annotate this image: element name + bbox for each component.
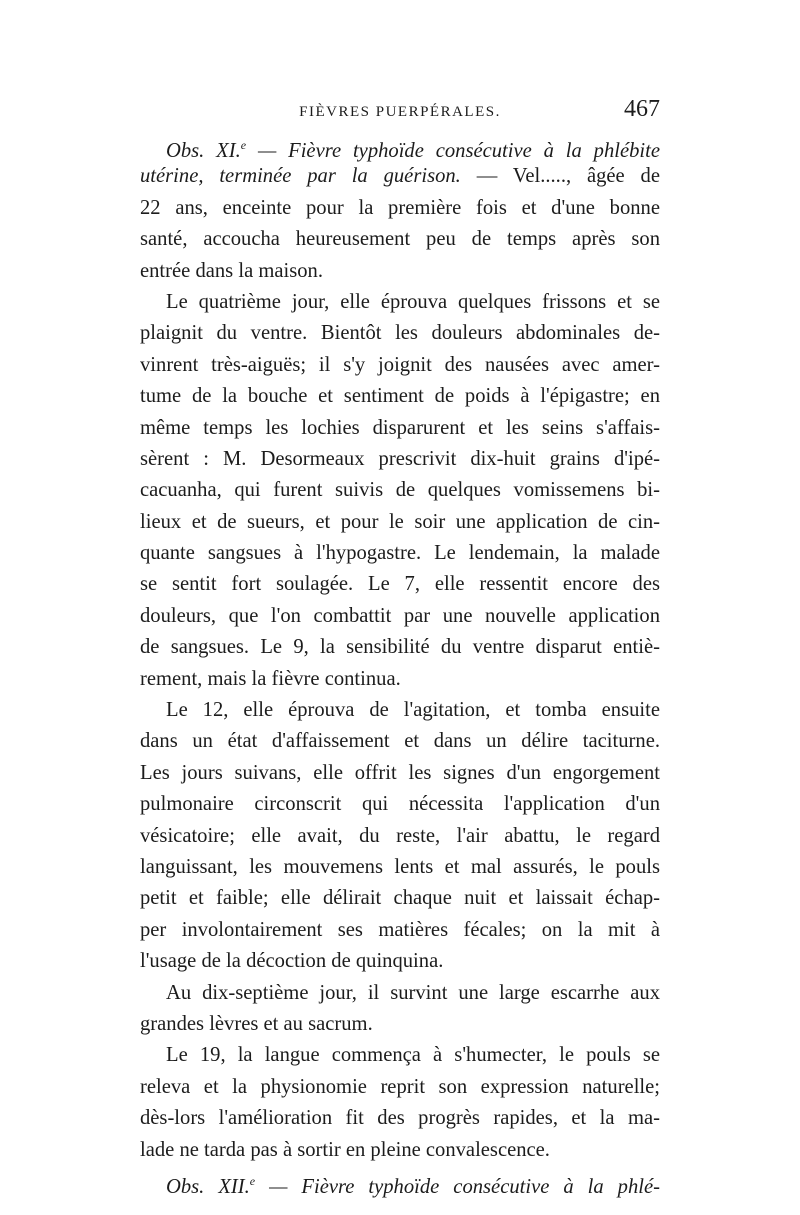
text-line: cacuanha, qui furent suivis de quelques vomissemens bi- [140,479,660,502]
text-line: dès-lors l'amélioration fit des progrès rapides, et la ma- [140,1107,660,1130]
text-line: vésicatoire; elle avait, du reste, l'air abattu, le regard [140,824,660,847]
text-line: de sangsues. Le 9, la sensibilité du ventre disparut entiè- [140,636,660,659]
text-line: per involontairement ses matières fécales; on la mit à [140,918,660,941]
text-line: quante sangsues à l'hypogastre. Le lendemain, la malade [140,542,660,565]
text-line: douleurs, que l'on combattit par une nouvelle application [140,604,660,627]
text-line: utérine, terminée par la guérison. — Vel....., âgée de [140,165,660,188]
text-line: entrée dans la maison. [140,259,323,282]
text-line: dans un état d'affaissement et dans un délire taciturne. [140,730,660,753]
text-line: petit et faible; elle délirait chaque nuit et laissait échap- [140,887,660,910]
text-line: 22 ans, enceinte pour la première fois et d'une bonne [140,196,660,219]
text-line: languissant, les mouvemens lents et mal assurés, le pouls [140,855,660,878]
text-line: se sentit fort soulagée. Le 7, elle ressentit encore des [140,573,660,596]
text-line: lieux et de sueurs, et pour le soir une application de cin- [140,510,660,533]
body-text [140,130,660,1197]
text-line: Obs. XII.$^e$ — Fièvre typhoïde consécutive à la phlé- [166,1173,660,1198]
text-line: tume de la bouche et sentiment de poids à l'épigastre; en [140,385,660,408]
text-line: Le 12, elle éprouva de l'agitation, et tomba ensuite [166,699,660,722]
text-line: pulmonaire circonscrit qui nécessita l'application d'un [140,793,660,816]
text-line: Le quatrième jour, elle éprouva quelques frissons et se [166,290,660,313]
text-line: plaignit du ventre. Bientôt les douleurs abdominales de- [140,322,660,345]
page-header [140,96,660,132]
running-head: FIÈVRES PUERPÉRALES. [299,104,501,120]
text-line: l'usage de la décoction de quinquina. [140,950,444,973]
text-line: lade ne tarda pas à sortir en pleine convalescence. [140,1138,550,1161]
text-line: même temps les lochies disparurent et les seins s'affais- [140,416,660,439]
text-line: sèrent : M. Desormeaux prescrivit dix-huit grains d'ipé- [140,447,660,470]
text-line: rement, mais la fièvre continua. [140,667,401,690]
text-line: vinrent très-aiguës; il s'y joignit des nausées avec amer- [140,353,660,376]
text-line: santé, accoucha heureusement peu de temps après son [140,228,660,251]
text-line: Au dix-septième jour, il survint une large escarrhe aux [166,981,660,1004]
page-number: 467 [624,96,660,122]
text-line: Les jours suivans, elle offrit les signes d'un engorgement [140,761,660,784]
text-line: grandes lèvres et au sacrum. [140,1012,373,1035]
text-line: Le 19, la langue commença à s'humecter, le pouls se [166,1044,660,1067]
text-line: Obs. XI.$^e$ — Fièvre typhoïde consécutive à la phlébite [166,138,660,162]
text-line: releva et la physionomie reprit son expression naturelle; [140,1075,660,1098]
